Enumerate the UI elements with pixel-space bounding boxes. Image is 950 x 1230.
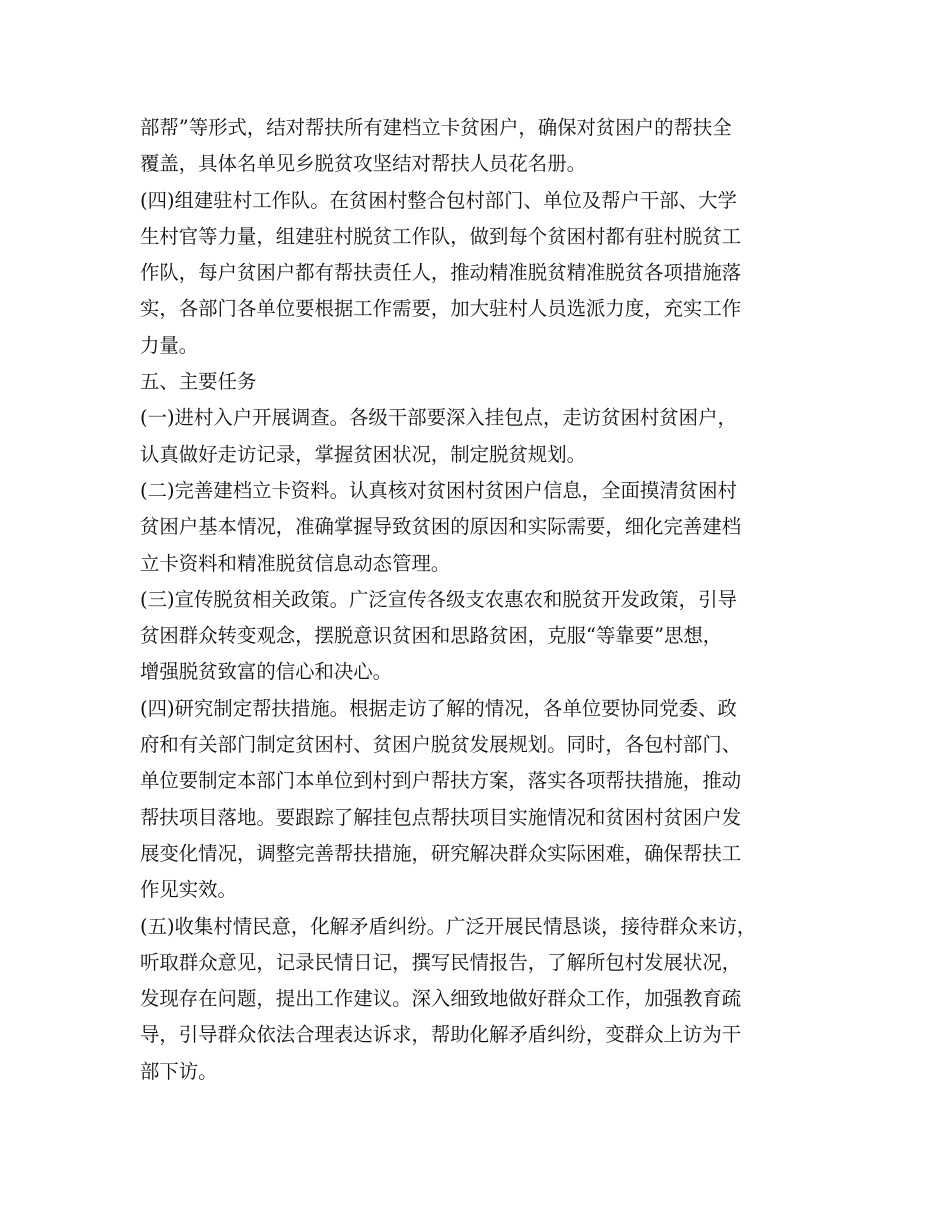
text-line: 增强脱贫致富的信心和决心。 [140, 660, 393, 684]
text-line: 部下访。 [140, 1059, 218, 1083]
section-heading: 五、主要任务 [140, 370, 257, 394]
text-line: 覆盖，具体名单见乡脱贫攻坚结对帮扶人员花名册。 [140, 152, 586, 176]
text-line: 力量。 [140, 333, 199, 357]
text-line: 作见实效。 [140, 878, 237, 902]
text-line: (五)收集村情民意，化解矛盾纠纷。广泛开展民情恳谈，接待群众来访， [140, 914, 757, 938]
document-body [140, 110, 830, 1090]
text-line: 立卡资料和精准脱贫信息动态管理。 [140, 551, 451, 575]
text-line: 实，各部门各单位要根据工作需要，加大驻村人员选派力度，充实工作 [140, 297, 742, 321]
text-line: (三)宣传脱贫相关政策。广泛宣传各级支农惠农和脱贫开发政策，引导 [140, 587, 737, 611]
text-line: 作队，每户贫困户都有帮扶责任人，推动精准脱贫精准脱贫各项措施落 [140, 261, 742, 285]
text-line: (四)研究制定帮扶措施。根据走访了解的情况，各单位要协同党委、政 [140, 696, 737, 720]
text-line: 导，引导群众依法合理表达诉求，帮助化解矛盾纠纷，变群众上访为干 [140, 1023, 742, 1047]
text-line: 府和有关部门制定贫困村、贫困户脱贫发展规划。同时，各包村部门、 [140, 733, 742, 757]
text-line: (四)组建驻村工作队。在贫困村整合包村部门、单位及帮户干部、大学 [140, 188, 737, 212]
text-line: 展变化情况，调整完善帮扶措施，研究解决群众实际困难，确保帮扶工 [140, 841, 742, 865]
text-line: 帮扶项目落地。要跟踪了解挂包点帮扶项目实施情况和贫困村贫困户发 [140, 805, 742, 829]
text-line: (二)完善建档立卡资料。认真核对贫困村贫困户信息，全面摸清贫困村 [140, 478, 737, 502]
text-line: 部帮”等形式，结对帮扶所有建档立卡贫困户，确保对贫困户的帮扶全 [140, 116, 732, 139]
text-line: 生村官等力量，组建驻村脱贫工作队，做到每个贫困村都有驻村脱贫工 [140, 224, 742, 248]
text-line: 听取群众意见，记录民情日记，撰写民情报告，了解所包村发展状况， [140, 950, 742, 974]
text-line: 单位要制定本部门本单位到村到户帮扶方案，落实各项帮扶措施，推动 [140, 769, 742, 793]
text-line: (一)进村入户开展调查。各级干部要深入挂包点，走访贫困村贫困户， [140, 406, 737, 430]
text-line: 贫困户基本情况，准确掌握导致贫困的原因和实际需要，细化完善建档 [140, 515, 742, 539]
text-line: 认真做好走访记录，掌握贫困状况，制定脱贫规划。 [140, 442, 586, 466]
text-line: 发现存在问题，提出工作建议。深入细致地做好群众工作，加强教育疏 [140, 987, 742, 1011]
text-line: 贫困群众转变观念，摆脱意识贫困和思路贫困，克服“等靠要”思想， [140, 624, 723, 648]
